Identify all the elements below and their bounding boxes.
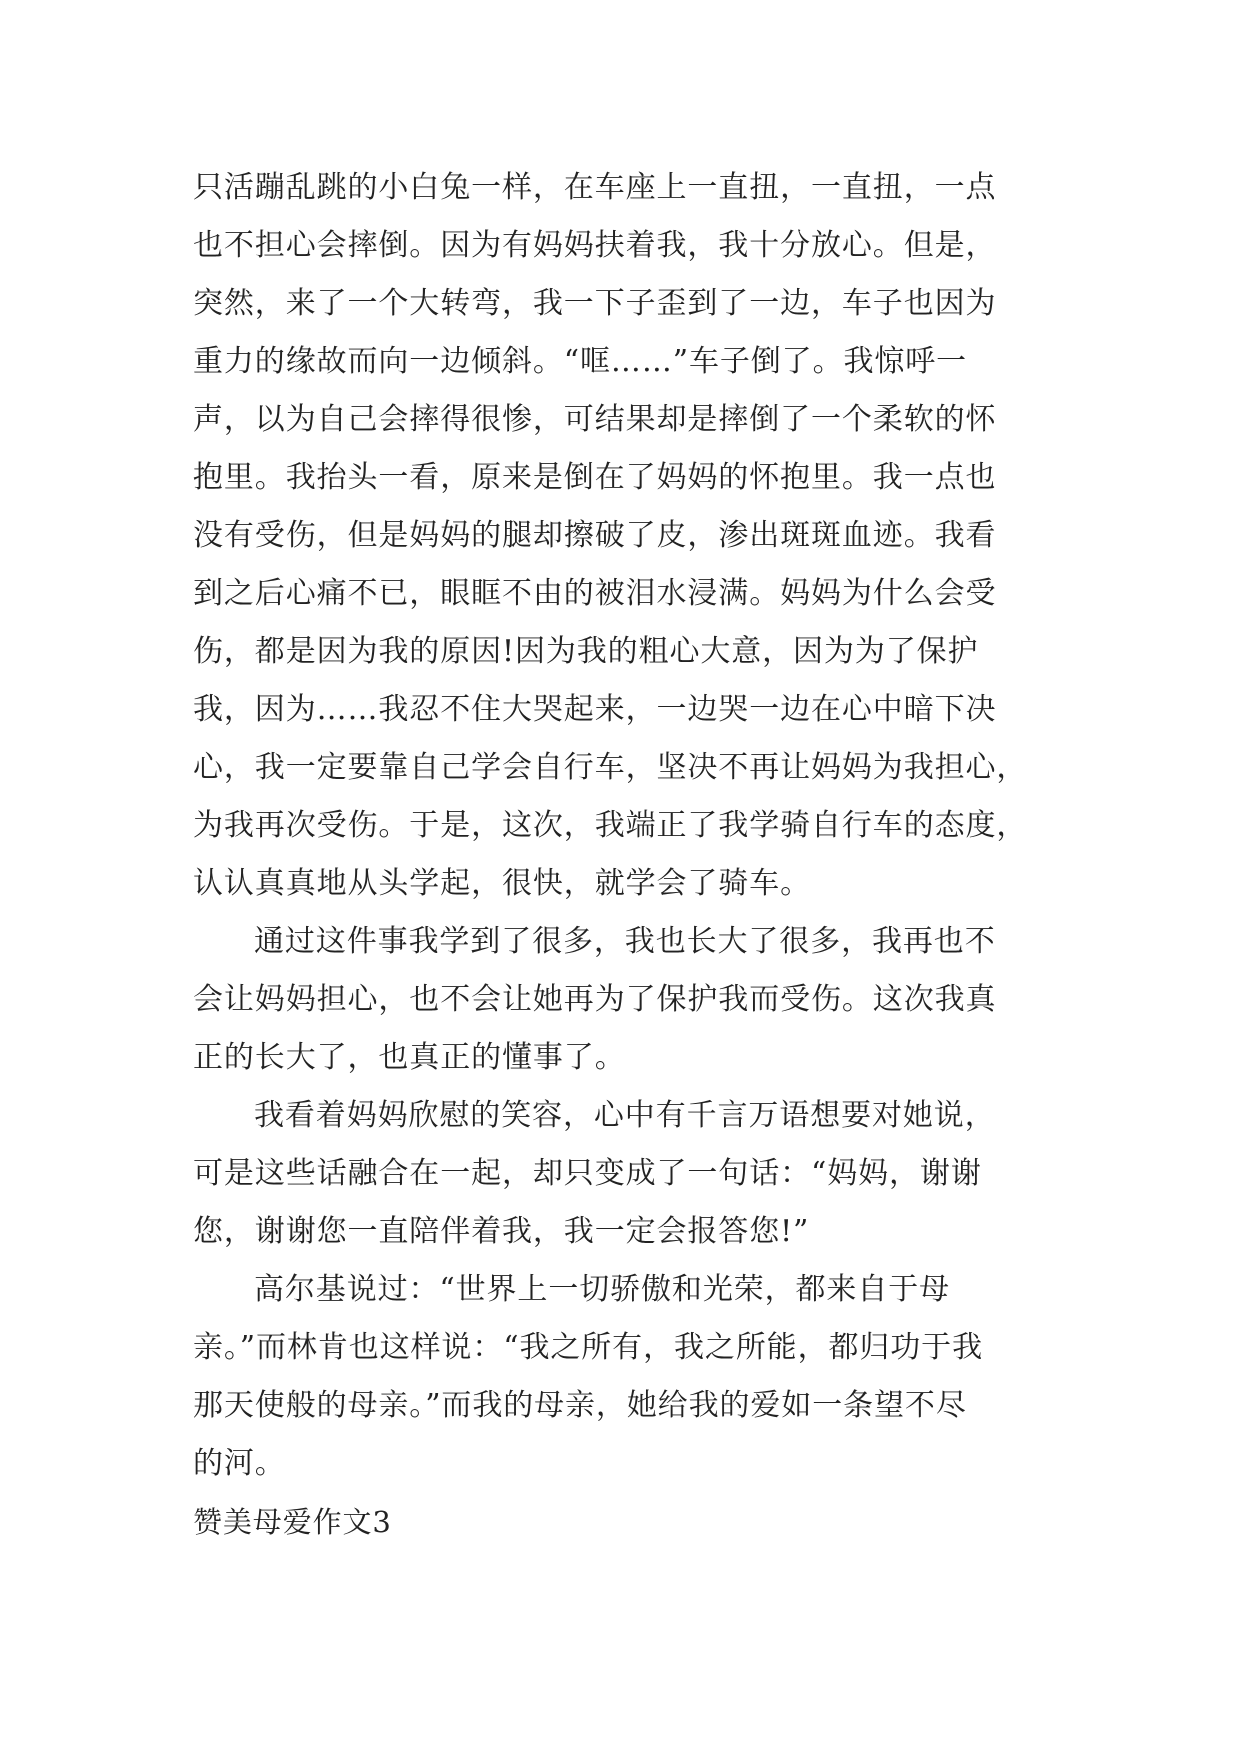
text-line: 的河。 <box>193 1446 286 1481</box>
text-line: 认认真真地从头学起，很快，就学会了骑车。 <box>193 866 811 901</box>
paragraph-start-line: 通过这件事我学到了很多，我也长大了很多，我再也不 <box>254 924 996 959</box>
text-line: 为我再次受伤。于是，这次，我端正了我学骑自行车的态度， <box>193 808 1028 843</box>
text-line: 亲。”而林肯也这样说：“我之所有，我之所能，都归功于我 <box>193 1330 983 1365</box>
section-heading: 赞美母爱作文3 <box>193 1505 392 1539</box>
text-line: 会让妈妈担心，也不会让她再为了保护我而受伤。这次我真 <box>193 982 997 1017</box>
paragraph-start-line: 高尔基说过：“世界上一切骄傲和光荣，都来自于母 <box>254 1272 951 1307</box>
text-line: 到之后心痛不已，眼眶不由的被泪水浸满。妈妈为什么会受 <box>193 576 997 611</box>
text-line: 突然，来了一个大转弯，我一下子歪到了一边，车子也因为 <box>193 286 997 321</box>
text-line: 重力的缘故而向一边倾斜。“哐……”车子倒了。我惊呼一 <box>193 344 968 379</box>
text-line: 伤，都是因为我的原因!因为我的粗心大意，因为为了保护 <box>193 634 979 669</box>
text-line: 也不担心会摔倒。因为有妈妈扶着我，我十分放心。但是， <box>193 228 997 263</box>
text-line: 只活蹦乱跳的小白兔一样，在车座上一直扭，一直扭，一点 <box>193 170 997 205</box>
text-line: 您，谢谢您一直陪伴着我，我一定会报答您!” <box>193 1214 810 1249</box>
paragraph-start-line: 我看着妈妈欣慰的笑容，心中有千言万语想要对她说， <box>254 1098 996 1133</box>
text-line: 正的长大了，也真正的懂事了。 <box>193 1040 626 1075</box>
text-line: 声，以为自己会摔得很惨，可结果却是摔倒了一个柔软的怀 <box>193 402 997 437</box>
text-line: 没有受伤，但是妈妈的腿却擦破了皮，渗出斑斑血迹。我看 <box>193 518 997 553</box>
text-line: 可是这些话融合在一起，却只变成了一句话：“妈妈，谢谢 <box>193 1156 982 1191</box>
text-line: 抱里。我抬头一看，原来是倒在了妈妈的怀抱里。我一点也 <box>193 460 997 495</box>
text-line: 那天使般的母亲。”而我的母亲，她给我的爱如一条望不尽 <box>193 1388 967 1423</box>
text-line: 我，因为……我忍不住大哭起来，一边哭一边在心中暗下决 <box>193 692 997 727</box>
text-line: 心，我一定要靠自己学会自行车，坚决不再让妈妈为我担心， <box>193 750 1028 785</box>
